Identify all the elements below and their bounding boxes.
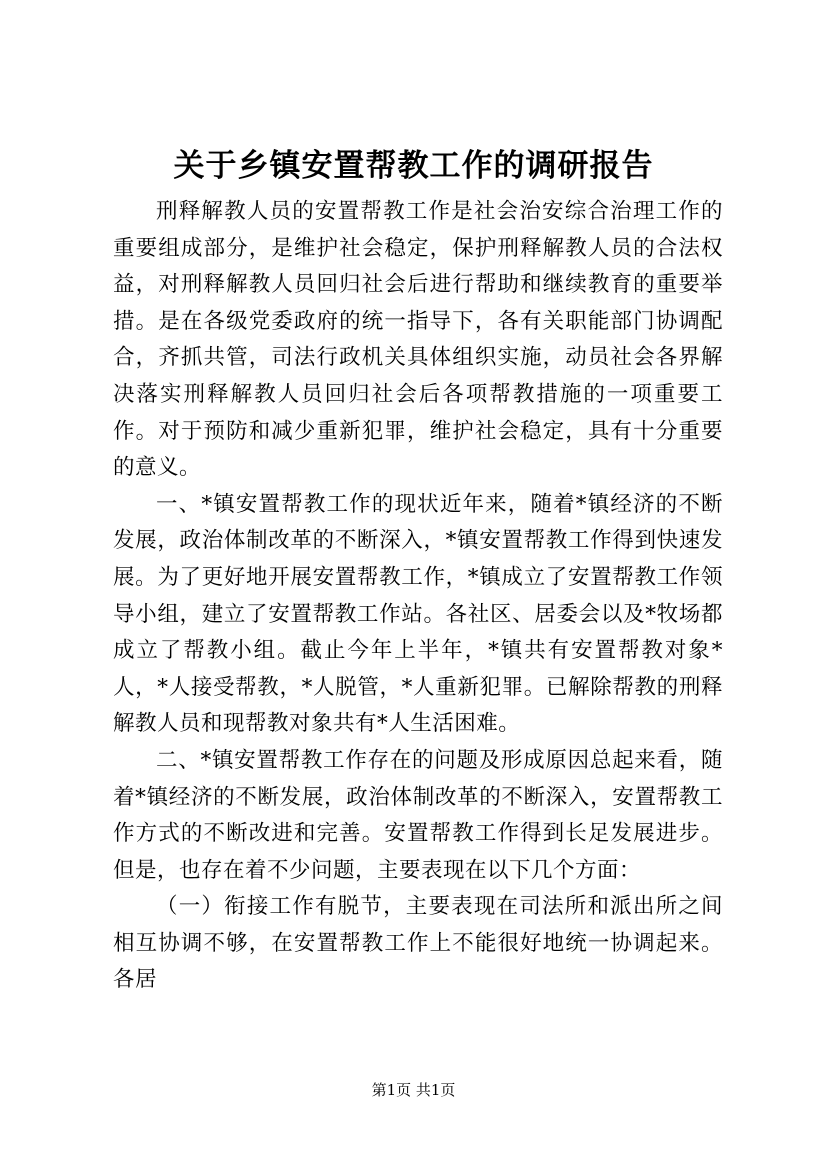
page-footer [0,1080,827,1100]
paragraph-intro: 刑释解教人员的安置帮教工作是社会治安综合治理工作的重要组成部分，是维护社会稳定，保护刑释解教人员的合法权益，对刑释解教人员回归社会后进行帮助和继续教育的重要举措。是在各级党委政府的统一指导下，各有关职能部门协调配合，齐抓共管，司法行政机关具体组织实施，动员社会各界解决落实刑释解教人员回归社会后各项帮教措施的一项重要工作。对于预防和减少重新犯罪，维护社会稳定，具有十分重要的意义。 [113,199,723,481]
paragraph-section-2: 二、*镇安置帮教工作存在的问题及形成原因总起来看，随着*镇经济的不断发展，政治体制改革的不断深入，安置帮教工作方式的不断改进和完善。安置帮教工作得到长足发展进步。但是，也存在着不少问题，主要表现在以下几个方面： [113,747,723,883]
paragraph-section-1: 一、*镇安置帮教工作的现状近年来，随着*镇经济的不断发展，政治体制改革的不断深入，*镇安置帮教工作得到快速发展。为了更好地开展安置帮教工作，*镇成立了安置帮教工作领导小组，建立了安置帮教工作站。各社区、居委会以及*牧场都成立了帮教小组。截止今年上半年，*镇共有安置帮教对象*人，*人接受帮教，*人脱管，*人重新犯罪。已解除帮教的刑释解教人员和现帮教对象共有*人生活困难。 [113,491,723,737]
document-body [113,194,723,999]
paragraph-subsection-1: （一）衔接工作有脱节，主要表现在司法所和派出所之间相互协调不够，在安置帮教工作上不能很好地统一协调起来。各居 [113,894,723,993]
document-title: 关于乡镇安置帮教工作的调研报告 [173,148,654,184]
page-number-label: 第1页 共1页 [371,1081,456,1099]
